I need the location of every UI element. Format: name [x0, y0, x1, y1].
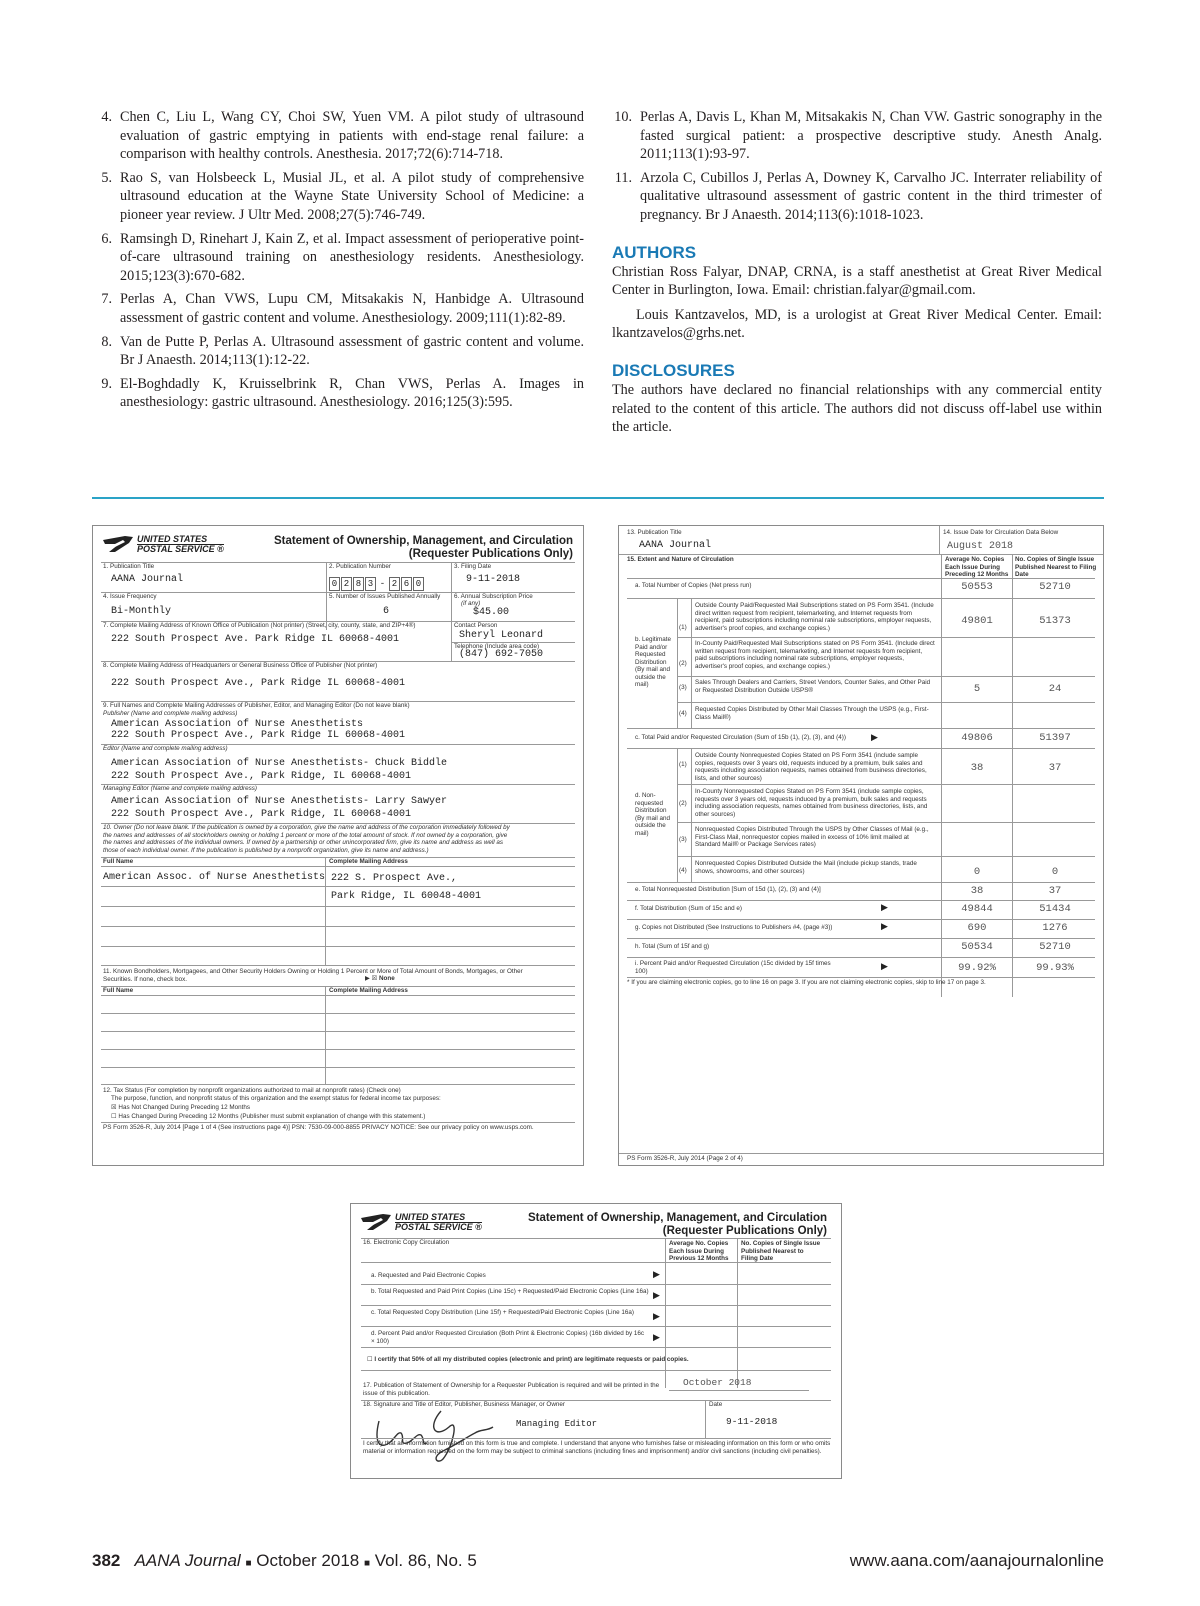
journal-url[interactable]: www.aana.com/aanajournalonline: [849, 1551, 1104, 1570]
references-right-column: [612, 108, 1102, 437]
usps-eagle-icon: [361, 1212, 391, 1232]
page-number: 382: [92, 1551, 121, 1570]
journal-name: AANA Journal: [134, 1551, 241, 1570]
reference-item: 6. Ramsingh D, Rinehart J, Kain Z, et al. Impact assessment of perioperative point-of-care ultrasound training on anesthesiology residents. Anesthesiology. 2015;123(3):670-682.: [101, 230, 584, 284]
arrow-icon: ▶: [653, 1311, 660, 1321]
reference-item: 7. Perlas A, Chan VWS, Lupu CM, Mitsakakis N, Hanbidge A. Ultrasound assessment of gastric content and volume. Anesthesiology. 2009;111(1):82-89.: [101, 291, 584, 326]
ps-form-page-1: UNITED STATES POSTAL SERVICE ® Statement of Ownership, Management, and Circulation (Requester Publications Only) 1. Publication Title AANA Journal 2. Publication Number 0 2 8 3 - 2 6 0 3. Filing Date 9-11-2018 4. Issue Frequency Bi-Monthly 5. Number of Issues Published Annually 6 6. Annual Subscription Price (if any) $45.00 7. Complete Mailing Address of Known Office of Publication (Not printer) (Street, city, county, state, and ZIP+4®) 222 South Prospect Ave. Park Ridge IL 60068-4001 Contact Person Sheryl Leonard Telephone (Include area code) (847) 692-7050 8. Complete Mailing Address of Headquarters or General Business Office of Publisher (Not printer) 222 South Prospect Ave., Park Ridge IL 60068-4001 9. Full Names and Complete Mailing Addresses of Publisher, Editor, and Managing Editor (Do not leave blank) Publisher (Name and complete mailing address) American Association of Nurse Anesthetists 222 South Prospect Ave., Park Ridge IL 60068-4001 Editor (Name and complete mailing address) American Association of Nurse Anesthetists- Chuck Biddle 222 South Prospect Ave., Park Ridge, IL 60068-4001 Managing Editor (Name and complete mailing address) American Association of Nurse Anesthetists- Larry Sawyer 222 South Prospect Ave., Park Ridge, IL 60068-4001 10. Owner (Do not leave blank. If the publication is owned by a corporation, give the name and address of the corporation immediately followed by the names and addresses of all stockholders owning or holding 1 percent or more of the total amount of stock. If not owned by a corporation, give the names and addresses of the individual owners. If owned by a partnership or other unincorporated firm, give its name and address as well as those of each individual owner. If the publication is published by a nonprofit organization, give its name and address.) Full Name Complete Mailing Address American Assoc. of Nurse Anesthetists 222 S. Prospect Ave., Park Ridge, IL 60048-4001 11. Known Bondholders, Mortgagees, and Other Security Holders Owning or Holding 1 Percent or More of Total Amount of Bonds, Mortgages, or Other Securities. If none, check box. ▶ ☒ None Full Name Complete Mailing Address 12. Tax Status (For completion by nonprofit organizations authorized to mail at nonprofit rates) (Check one) The purpose, function, and nonprofit status of this organization and the exempt status for federal income tax purposes: ☒ Has Not Changed During Preceding 12 Months ☐ Has Changed During Preceding 12 Months (Publisher must submit explanation of change with this statement.) PS Form 3526-R, July 2014 [Page 1 of 4 (See instructions page 4)] PSN: 7530-09-000-8855 PRIVACY NOTICE: See our privacy policy on www.usps.com.: [92, 525, 584, 1166]
form-title: Statement of Ownership, Management, and Circulation (Requester Publications Only): [273, 535, 573, 560]
ps-form-page-2: 13. Publication Title AANA Journal 14. Issue Date for Circulation Data Below August 2018 15. Extent and Nature of Circulation Average No. Copies Each Issue During Preceding 12 Months No. Copies of Single Issue Published Nearest to Filing Date a. Total Number of Copies (Net press run) 50553 52710 b. Legitimate Paid and/or Requested Distribution (By mail and outside the mail) (1) Outside County Paid/Requested Mail Subscriptions stated on PS Form 3541. (Include direct written request from recipient, telemarketing, and Internet requests from recipient, paid subscriptions including nominal rate subscriptions, employer requests, advertiser's proof copies, and exchange copies.) 49801 51373 (2) In-County Paid/Requested Mail Subscriptions stated on PS Form 3541. (Include direct written request from recipient, telemarketing, and Internet requests from recipient, paid subscriptions including nominal rate subscriptions, employer requests, advertiser's proof copies, and exchange copies.) (3) Sales Through Dealers and Carriers, Street Vendors, Counter Sales, and Other Paid or Requested Distribution Outside USPS® 5 24 (4) Requested Copies Distributed by Other Mail Classes Through the USPS (e.g., First-Class Mail®) c. Total Paid and/or Requested Circulation (Sum of 15b (1), (2), (3), and (4)) ▶ 49806 51397 d. Non-requested Distribution (By mail and outside the mail) (1) Outside County Nonrequested Copies Stated on PS Form 3541 (include sample copies, requests over 3 years old, requests induced by a premium, bulk sales and requests including association requests, names obtained from business directories, lists, and other sources) 38 37 (2) In-County Nonrequested Copies Stated on PS Form 3541 (include sample copies, requests over 3 years old, requests induced by a premium, bulk sales and requests including association requests, names obtained from business directories, lists, and other sources) (3) Nonrequested Copies Distributed Through the USPS by Other Classes of Mail (e.g., First-Class Mail, nonrequestor copies mailed in excess of 10% limit mailed at Standard Mail® or Package Services rates) (4) Nonrequested Copies Distributed Outside the Mail (include pickup stands, trade shows, showrooms, and other sources) 0 0 e. Total Nonrequested Distribution [Sum of 15d (1), (2), (3) and (4)] 38 37 f. Total Distribution (Sum of 15c and e) ▶ 49844 51434 g. Copies not Distributed (See Instructions to Publishers #4, (page #3)) ▶ 690 1276 h. Total (Sum of 15f and g) 50534 52710 i. Percent Paid and/or Requested Circulation (15c divided by 15f times 100) ▶ 99.92% 99.93% * If you are claiming electronic copies, go to line 16 on page 3. If you are not claiming electronic copies, skip to line 17 on page 3. PS Form 3526-R, July 2014 (Page 2 of 4): [618, 525, 1104, 1166]
tax-option-changed[interactable]: ☐ Has Changed During Preceding 12 Months (Publisher must submit explanation of change with this statement.): [111, 1113, 426, 1120]
section-divider: [92, 497, 1104, 499]
signature-icon: [371, 1407, 531, 1467]
form-title: Statement of Ownership, Management, and Circulation (Requester Publications Only): [527, 1212, 827, 1237]
authors-heading: AUTHORS: [612, 242, 697, 262]
usps-eagle-icon: [103, 534, 133, 554]
page-footer-left: 382 AANA Journal ■ October 2018 ■ Vol. 86, No. 5: [92, 1551, 477, 1570]
arrow-icon: ▶: [881, 961, 888, 971]
arrow-icon: ▶: [653, 1332, 660, 1342]
disclosures-heading: DISCLOSURES: [612, 360, 735, 380]
arrow-icon: ▶: [881, 921, 888, 931]
arrow-icon: ▶: [653, 1269, 660, 1279]
arrow-icon: ▶: [881, 902, 888, 912]
arrow-icon: ▶: [871, 732, 878, 742]
author-bio: Christian Ross Falyar, DNAP, CRNA, is a staff anesthetist at Great River Medical Center in Burlington, Iowa. Email: christian.falyar@gmail.com.: [612, 263, 1102, 299]
usps-logo: UNITED STATES POSTAL SERVICE ®: [361, 1212, 482, 1232]
arrow-icon: ▶: [653, 1290, 660, 1300]
usps-logo: UNITED STATES POSTAL SERVICE ®: [103, 534, 224, 554]
reference-item: 8. Van de Putte P, Perlas A. Ultrasound assessment of gastric content and volume. Br J Anaesth. 2014;113(1):12-22.: [101, 333, 584, 369]
certify-checkbox[interactable]: ☐ I certify that 50% of all my distributed copies (electronic and print) are legitimate requests or paid copies.: [367, 1356, 689, 1363]
reference-item: 4. Chen C, Liu L, Wang CY, Choi SW, Yuen VM. A pilot study of ultrasound evaluation of gastric emptying in patients with end-stage renal failure: a comparison with healthy controls. Anesthesia. 2017;72(6):714-718.: [101, 109, 584, 163]
tax-option-unchanged[interactable]: ☒ Has Not Changed During Preceding 12 Months: [111, 1104, 251, 1111]
reference-item: 11. Arzola C, Cubillos J, Perlas A, Downey K, Carvalho JC. Interrater reliability of qualitative ultrasound assessment of gastric content in the third trimester of pregnancy. Br J Anaesth. 2014;113(6):1018-1023.: [614, 169, 1102, 223]
author-bio: Louis Kantzavelos, MD, is a urologist at Great River Medical Center. Email: lkantzavelos@grhs.net.: [612, 306, 1102, 342]
filing-date-value: 9-11-2018: [466, 574, 521, 585]
pub-number-boxes: 0 2 8 3 - 2 6 0: [329, 573, 425, 592]
disclosures-text: The authors have declared no financial relationships with any commercial entity related to the content of this article. The authors did not discuss off-label use within the article.: [612, 381, 1102, 436]
form-footer: PS Form 3526-R, July 2014 (Page 2 of 4): [627, 1155, 743, 1162]
reference-item: 5. Rao S, van Holsbeeck L, Musial JL, et al. A pilot study of comprehensive ultrasound education at the Wayne State University School of Medicine: a pioneer year review. J Ultr Med. 2008;27(5):746-749.: [101, 169, 584, 223]
reference-item: 9. El-Boghdadly K, Kruisselbrink R, Chan VWS, Perlas A. Images in anesthesiology: gastric ultrasound. Anesthesiology. 2016;125(3):595.: [101, 375, 584, 411]
pub-title-value: AANA Journal: [111, 574, 184, 585]
ps-form-page-3: UNITED STATES POSTAL SERVICE ® Statement of Ownership, Management, and Circulation (Requester Publications Only) 16. Electronic Copy Circulation Average No. Copies Each Issue During Previous 12 Months No. Copies of Single Issue Published Nearest to Filing Date a. Requested and Paid Electronic Copies ▶ b. Total Requested and Paid Print Copies (Line 15c) + Requested/Paid Electronic Copies (Line 16a) ▶ c. Total Requested Copy Distribution (Line 15f) + Requested/Paid Electronic Copies (Line 16a) ▶ d. Percent Paid and/or Requested Circulation (Both Print & Electronic Copies) (16b divided by 16c × 100) ▶ ☐ I certify that 50% of all my distributed copies (electronic and print) are legitimate requests or paid copies. 17. Publication of Statement of Ownership for a Requester Publication is required and will be printed in the issue of this publication. October 2018 18. Signature and Title of Editor, Publisher, Business Manager, or Owner Date Managing Editor 9-11-2018 I certify that all information furnished on this form is true and complete. I understand that anyone who furnishes false or misleading information on this form or who omits material or information requested on the form may be subject to criminal sanctions (including fines and imprisonment) and/or civil sanctions (including civil penalties).: [350, 1203, 842, 1479]
references-left-column: [92, 108, 584, 417]
reference-item: 10. Perlas A, Davis L, Khan M, Mitsakakis N, Chan VW. Gastric sonography in the fasted surgical patient: a prospective descriptive study. Anesth Analg. 2011;113(1):93-97.: [614, 109, 1102, 163]
none-checkbox[interactable]: ▶ ☒ None: [365, 975, 395, 982]
form-footer: PS Form 3526-R, July 2014 [Page 1 of 4 (See instructions page 4)] PSN: 7530-09-000-8855 PRIVACY NOTICE: See our privacy policy on www.usps.com.: [103, 1124, 534, 1131]
